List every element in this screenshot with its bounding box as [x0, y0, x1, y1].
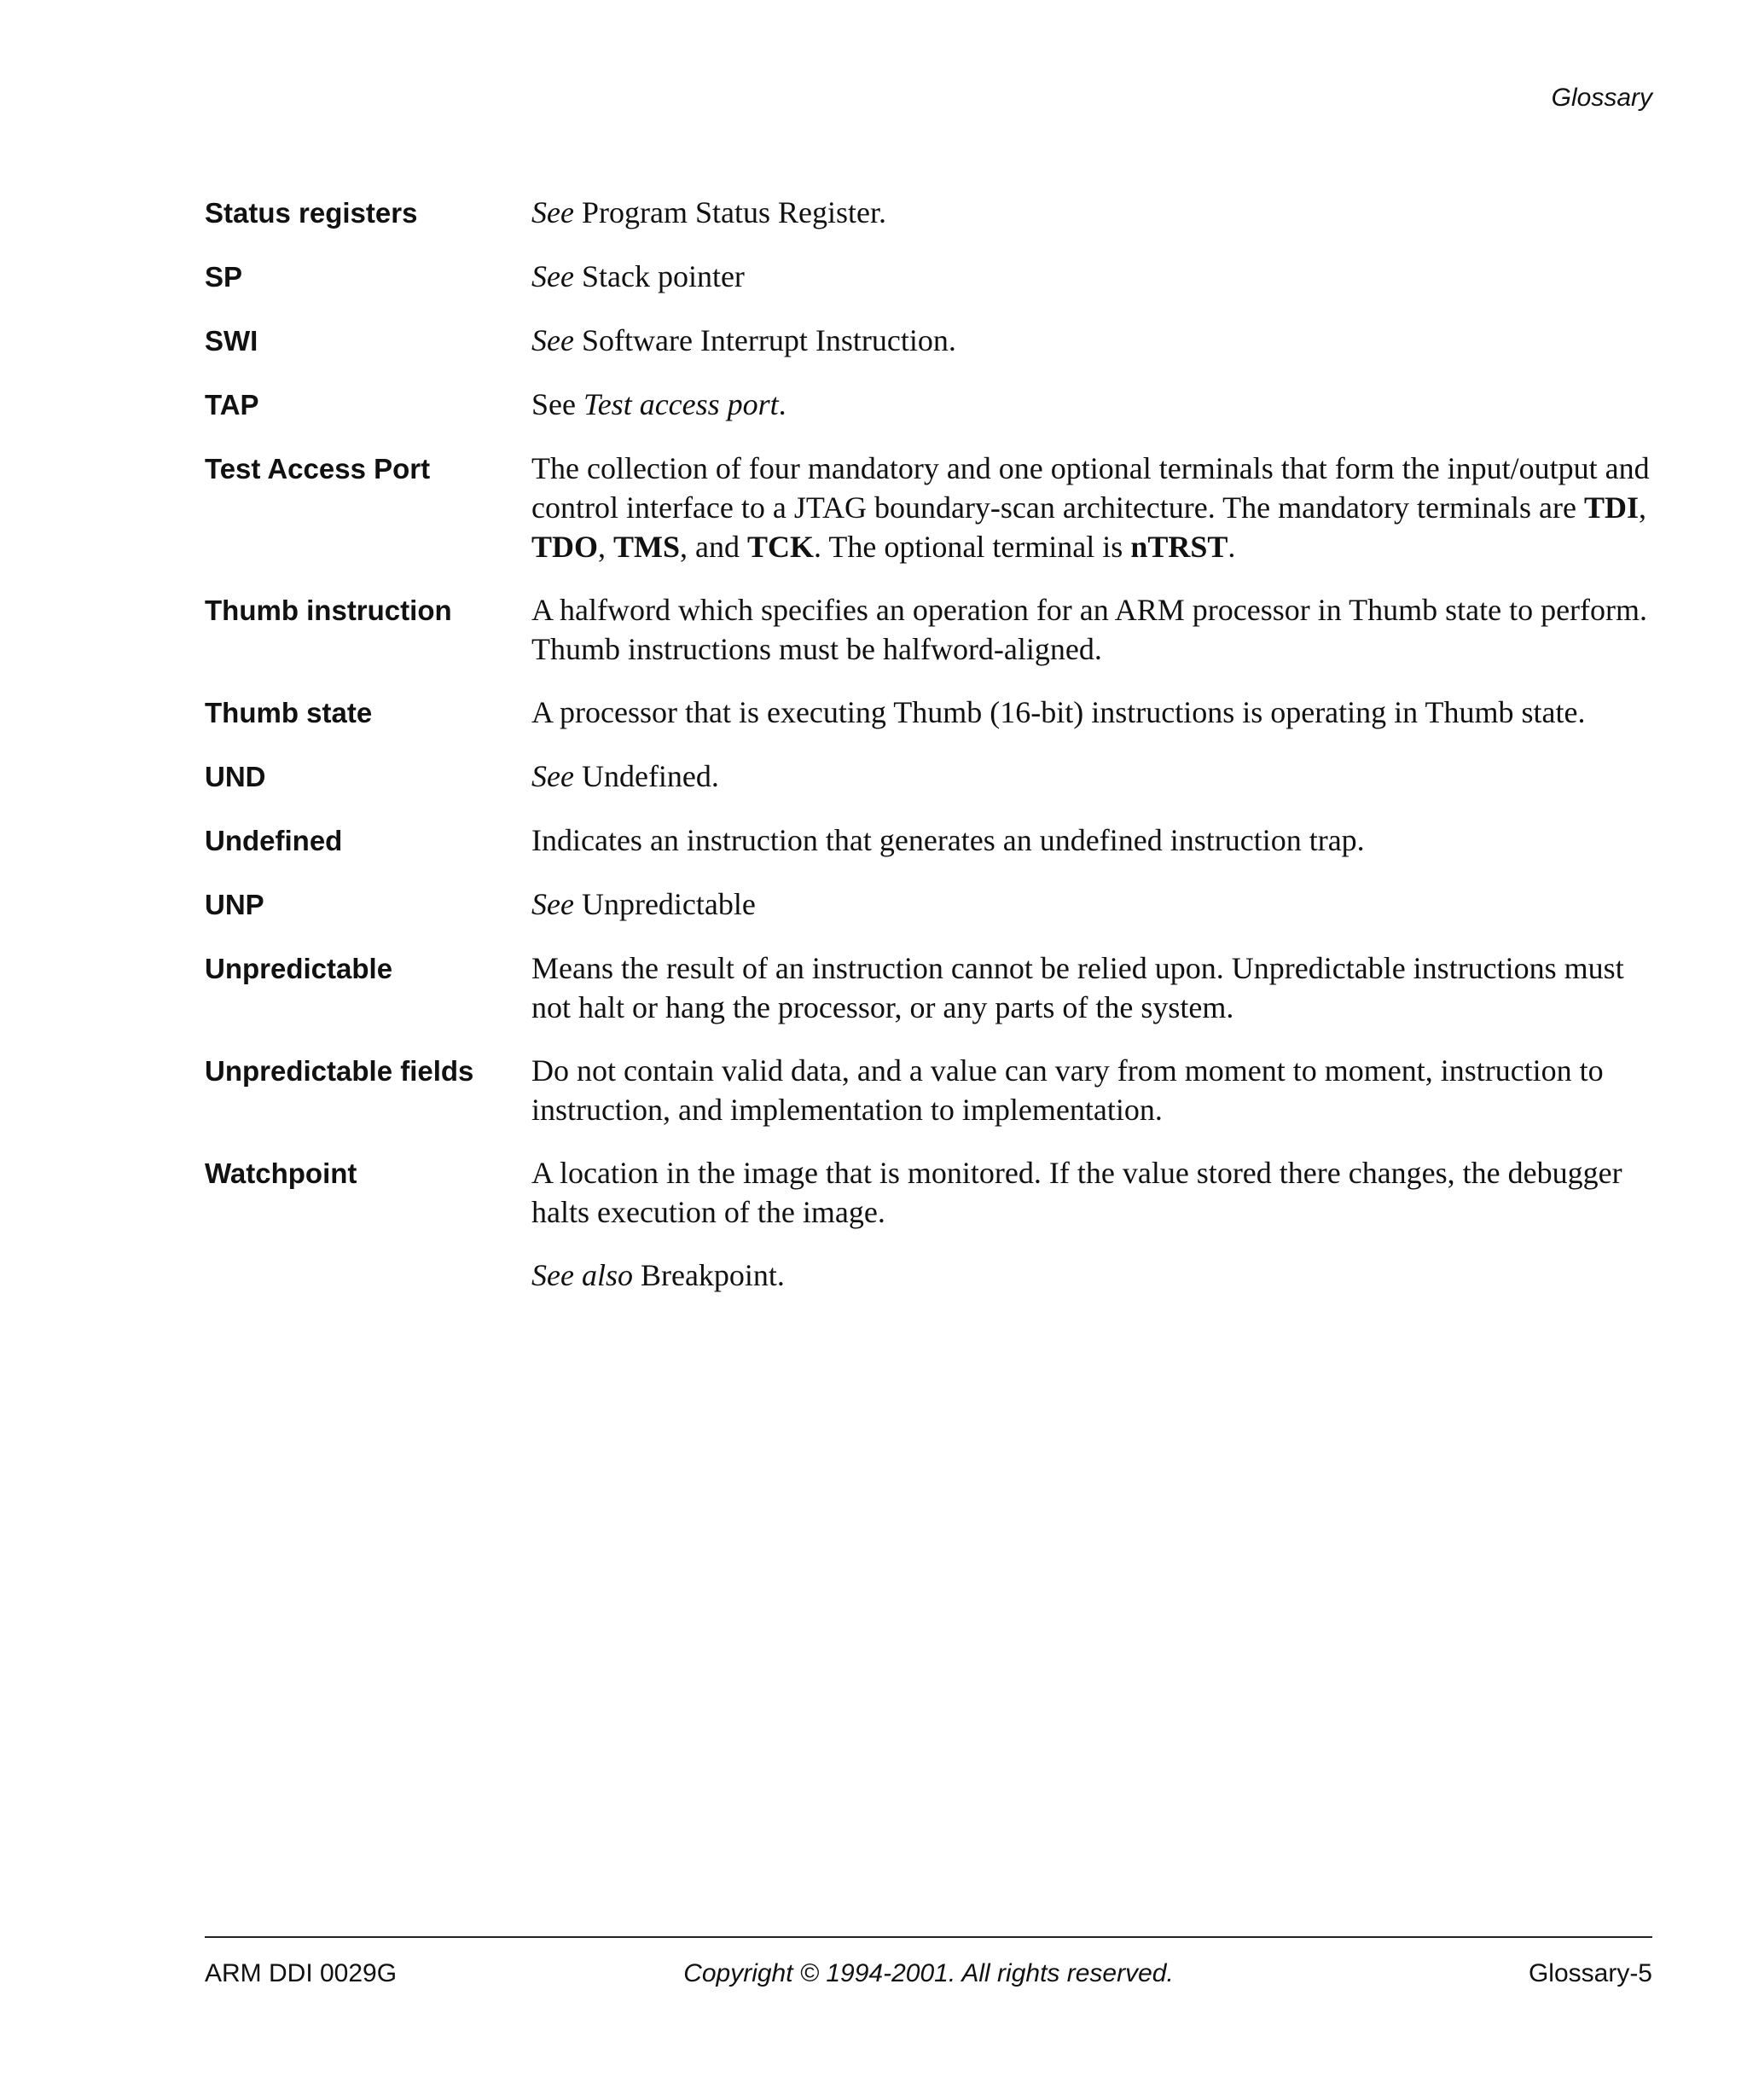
glossary-entry [205, 257, 1652, 297]
glossary-entry [205, 449, 1652, 566]
definition-paragraph [531, 948, 1652, 1027]
glossary-definition [531, 885, 1652, 925]
glossary-definition [531, 193, 1652, 233]
glossary-term: UNP [205, 889, 264, 920]
glossary-entry [205, 590, 1652, 669]
copyright-notice: Copyright © 1994-2001. All rights reserved. [683, 1959, 1174, 1987]
definition-paragraph [531, 757, 1652, 796]
definition-text-run: . The optional terminal is [814, 530, 1131, 564]
definition-text-run: Undefined. [573, 759, 719, 793]
definition-paragraph [531, 590, 1652, 669]
definition-paragraph [531, 449, 1652, 566]
definition-text-run: TMS [613, 530, 681, 564]
page-footer [205, 1959, 1652, 1993]
glossary-entry [205, 321, 1652, 361]
glossary-entry [205, 1153, 1652, 1295]
definition-text-run: TCK [747, 530, 815, 564]
definition-text-run: See [531, 759, 574, 793]
glossary-definition [531, 321, 1652, 361]
definition-text-run: . [1228, 530, 1236, 564]
glossary-term: Status registers [205, 197, 418, 229]
definition-paragraph [531, 1153, 1652, 1232]
definition-text-run: See [531, 887, 574, 921]
definition-text-run: See [531, 323, 574, 357]
definition-text-run: See [531, 387, 583, 421]
definition-text-run: Stack pointer [573, 259, 745, 293]
definition-paragraph [531, 385, 1652, 424]
definition-text-run: Test access port [583, 387, 779, 421]
definition-paragraph [531, 257, 1652, 296]
glossary-definition [531, 693, 1652, 733]
glossary-entry [205, 948, 1652, 1027]
glossary-term: Thumb instruction [205, 595, 452, 626]
glossary-term: TAP [205, 389, 259, 421]
glossary-definition [531, 948, 1652, 1027]
glossary-entry [205, 693, 1652, 733]
glossary-entry [205, 385, 1652, 425]
definition-paragraph [531, 193, 1652, 232]
glossary-entry [205, 1051, 1652, 1129]
definition-text-run: , [1638, 490, 1646, 525]
document-id: ARM DDI 0029G [205, 1959, 398, 1987]
glossary-definition [531, 449, 1652, 566]
glossary-term: SWI [205, 325, 258, 357]
glossary-term: Unpredictable fields [205, 1055, 474, 1087]
definition-text-run: Means the result of an instruction cannot be relied upon. Unpredictable instructions must not halt or hang the processor, or any parts of the system. [531, 951, 1624, 1024]
definition-text-run: A processor that is executing Thumb (16-bit) instructions is operating in Thumb state. [531, 695, 1586, 729]
running-header: Glossary [1551, 84, 1652, 112]
definition-text-run: nTRST [1130, 530, 1228, 564]
see-also-paragraph [531, 1256, 1652, 1295]
definition-text-run: Indicates an instruction that generates an undefined instruction trap. [531, 823, 1365, 857]
glossary-entry [205, 885, 1652, 925]
glossary-entry [205, 821, 1652, 861]
definition-paragraph [531, 885, 1652, 924]
glossary-term: UND [205, 761, 266, 792]
glossary-term: Watchpoint [205, 1157, 357, 1189]
definition-text-run: See also [531, 1258, 633, 1292]
definition-text-run: , and [680, 530, 748, 564]
definition-text-run: Do not contain valid data, and a value can vary from moment to moment, instruction to instruction, and implementation to implementation. [531, 1053, 1604, 1127]
glossary-term: SP [205, 261, 243, 293]
definition-text-run: Program Status Register. [573, 195, 886, 229]
definition-text-run: Software Interrupt Instruction. [573, 323, 956, 357]
footer-divider [205, 1936, 1652, 1938]
definition-text-run: The collection of four mandatory and one optional terminals that form the input/output and control interface to a JTAG boundary-scan architecture. The mandatory terminals are [531, 451, 1650, 525]
definition-paragraph [531, 821, 1652, 860]
glossary-entry [205, 757, 1652, 797]
definition-text-run: TDO [531, 530, 599, 564]
definition-paragraph [531, 1051, 1652, 1129]
definition-text-run: A halfword which specifies an operation for an ARM processor in Thumb state to perform. Thumb instructions must be halfword-aligned. [531, 593, 1648, 666]
glossary-term: Thumb state [205, 697, 373, 728]
definition-text-run: Breakpoint. [632, 1258, 785, 1292]
glossary-entry [205, 193, 1652, 233]
definition-text-run: Unpredictable [573, 887, 756, 921]
definition-text-run: , [598, 530, 614, 564]
glossary-definition [531, 257, 1652, 297]
definition-text-run: . [778, 387, 786, 421]
definition-text-run: See [531, 259, 574, 293]
page-number: Glossary-5 [1528, 1959, 1652, 1987]
glossary-term: Undefined [205, 825, 343, 856]
glossary-definition [531, 821, 1652, 861]
definition-paragraph [531, 321, 1652, 360]
glossary-list [205, 193, 1652, 1319]
glossary-definition [531, 757, 1652, 797]
definition-text-run: TDI [1583, 490, 1639, 525]
definition-paragraph [531, 693, 1652, 732]
glossary-definition [531, 590, 1652, 669]
glossary-term: Test Access Port [205, 453, 431, 484]
definition-text-run: See [531, 195, 574, 229]
glossary-term: Unpredictable [205, 953, 393, 984]
glossary-definition [531, 385, 1652, 425]
definition-text-run: A location in the image that is monitored. If the value stored there changes, the debugger halts execution of the image. [531, 1156, 1622, 1229]
glossary-definition [531, 1051, 1652, 1129]
glossary-definition [531, 1153, 1652, 1295]
